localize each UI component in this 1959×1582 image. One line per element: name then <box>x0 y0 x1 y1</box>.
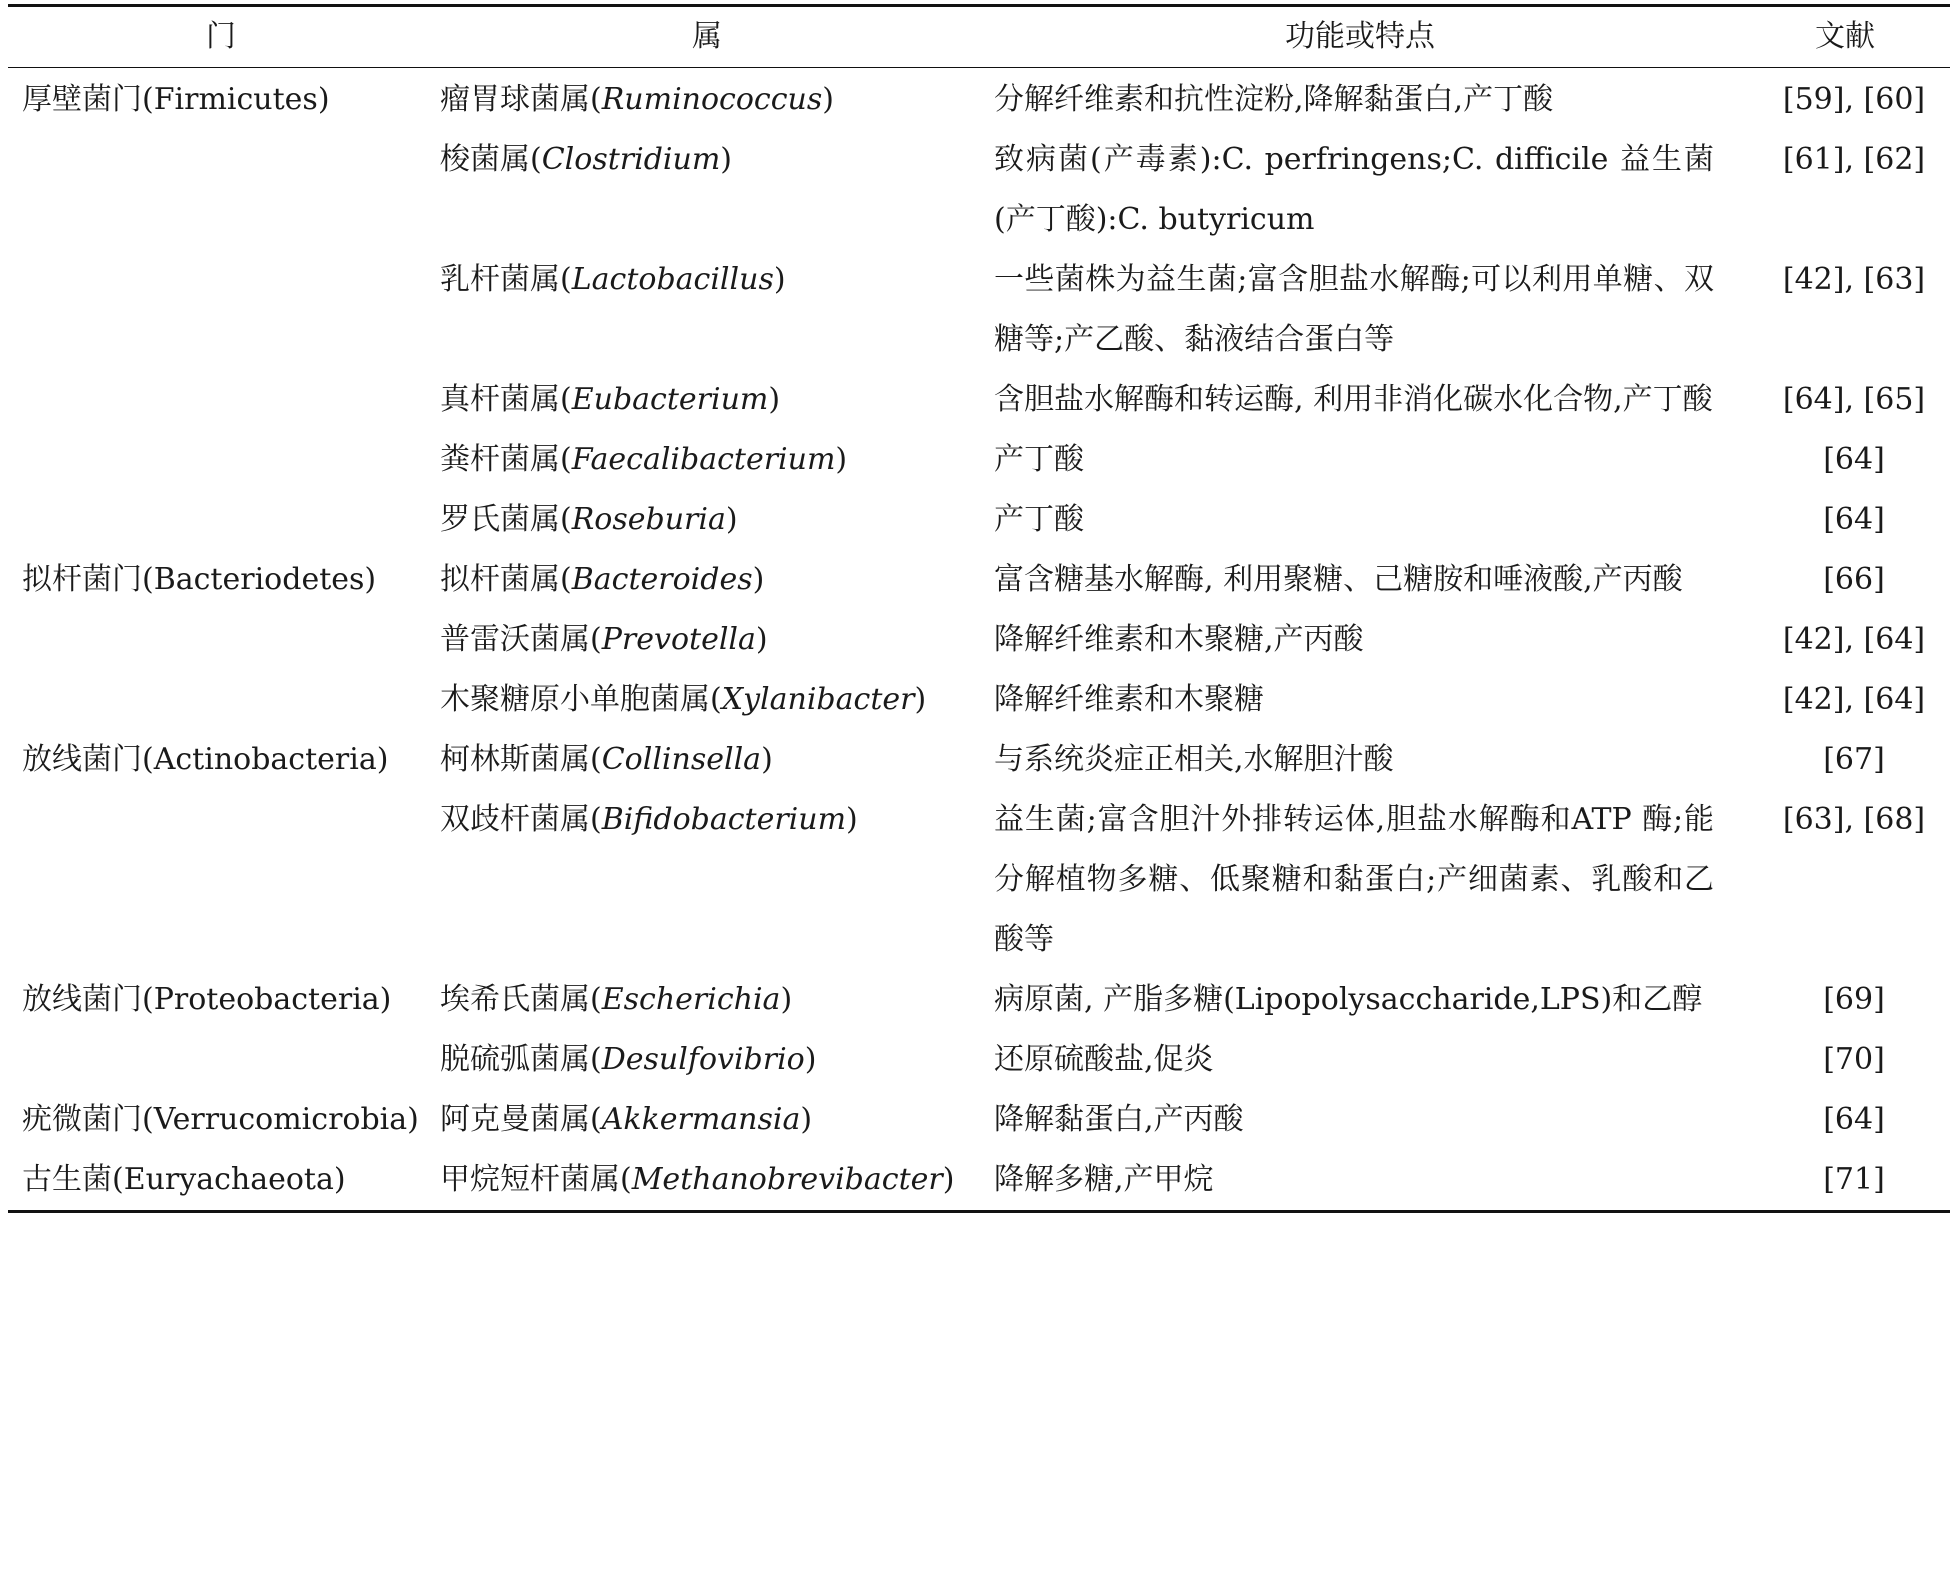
genus-closing-paren: ) <box>780 982 793 1017</box>
table-row <box>8 970 1950 1030</box>
cell-function: 致病菌(产毒素):C. perfringens;C. difficile 益生菌(产丁酸):C. butyricum <box>994 142 1714 237</box>
cell-function: 富含糖基水解酶, 利用聚糖、己糖胺和唾液酸,产丙酸 <box>994 562 1683 597</box>
table-row <box>8 610 1950 670</box>
cell-function: 病原菌, 产脂多糖(Lipopolysaccharide,LPS)和乙醇 <box>994 982 1703 1017</box>
cell-reference: [42], [64] <box>1782 682 1926 717</box>
genus-closing-paren: ) <box>846 802 858 837</box>
cell-function: 产丁酸 <box>994 502 1084 537</box>
table-row <box>8 1090 1950 1150</box>
cell-phylum: 拟杆菌门(Bacteriodetes) <box>22 562 377 597</box>
table-row <box>8 550 1950 610</box>
cell-phylum: 放线菌门(Proteobacteria) <box>22 982 392 1017</box>
genus-chinese-name: 真杆菌属( <box>440 382 572 417</box>
genus-latin-name: Methanobrevibacter <box>631 1162 943 1197</box>
genus-chinese-name: 柯林斯菌属( <box>440 742 602 777</box>
cell-genus <box>434 1090 980 1150</box>
header-function: 功能或特点 <box>1285 19 1435 54</box>
cell-reference: [64] <box>1823 502 1885 537</box>
cell-genus <box>434 1030 980 1090</box>
cell-genus <box>434 670 980 730</box>
genus-chinese-name: 普雷沃菌属( <box>440 622 602 657</box>
genus-latin-name: Eubacterium <box>571 382 769 417</box>
genus-chinese-name: 甲烷短杆菌属( <box>440 1162 632 1197</box>
cell-reference: [61], [62] <box>1782 142 1926 177</box>
table-row <box>8 490 1950 550</box>
cell-reference: [63], [68] <box>1782 802 1926 837</box>
cell-phylum: 疣微菌门(Verrucomicrobia) <box>22 1102 419 1137</box>
header-reference: 文献 <box>1815 19 1875 54</box>
cell-function: 一些菌株为益生菌;富含胆盐水解酶;可以利用单糖、双糖等;产乙酸、黏液结合蛋白等 <box>994 262 1714 357</box>
cell-phylum <box>8 1030 434 1090</box>
header-row <box>8 6 1950 68</box>
cell-reference: [42], [63] <box>1782 262 1926 297</box>
cell-reference: [64], [65] <box>1782 382 1926 417</box>
cell-function: 还原硫酸盐,促炎 <box>994 1042 1214 1077</box>
table-body <box>8 68 1950 1212</box>
genus-closing-paren: ) <box>725 502 738 537</box>
genus-latin-name: Ruminococcus <box>601 82 823 117</box>
cell-reference: [69] <box>1823 982 1885 1017</box>
genus-latin-name: Bifidobacterium <box>601 802 847 837</box>
header-genus: 属 <box>692 19 722 54</box>
cell-phylum <box>8 370 434 430</box>
cell-function: 降解纤维素和木聚糖,产丙酸 <box>994 622 1364 657</box>
genus-latin-name: Collinsella <box>601 742 762 777</box>
genus-closing-paren: ) <box>768 382 781 417</box>
cell-function: 分解纤维素和抗性淀粉,降解黏蛋白,产丁酸 <box>994 82 1554 117</box>
cell-reference: [66] <box>1823 562 1885 597</box>
genus-closing-paren: ) <box>720 142 733 177</box>
genus-closing-paren: ) <box>835 442 848 477</box>
cell-phylum <box>8 610 434 670</box>
cell-genus <box>434 610 980 670</box>
cell-reference: [59], [60] <box>1782 82 1926 117</box>
cell-genus <box>434 250 980 370</box>
cell-genus <box>434 370 980 430</box>
cell-genus <box>434 1150 980 1212</box>
cell-genus <box>434 550 980 610</box>
cell-reference: [71] <box>1823 1162 1885 1197</box>
cell-function: 降解纤维素和木聚糖 <box>994 682 1264 717</box>
table-row <box>8 130 1950 250</box>
table-row <box>8 68 1950 131</box>
cell-function: 降解多糖,产甲烷 <box>994 1162 1214 1197</box>
table-row <box>8 1030 1950 1090</box>
genus-chinese-name: 阿克曼菌属( <box>440 1102 602 1137</box>
table-row <box>8 250 1950 370</box>
genus-chinese-name: 木聚糖原小单胞菌属( <box>440 682 722 717</box>
genus-chinese-name: 梭菌属( <box>440 142 542 177</box>
cell-phylum <box>8 790 434 970</box>
table-row <box>8 730 1950 790</box>
genus-latin-name: Escherichia <box>601 982 781 1017</box>
cell-function: 含胆盐水解酶和转运酶, 利用非消化碳水化合物,产丁酸 <box>994 382 1713 417</box>
genus-closing-paren: ) <box>914 682 927 717</box>
genus-latin-name: Prevotella <box>601 622 756 657</box>
genus-chinese-name: 拟杆菌属( <box>440 562 572 597</box>
cell-function: 产丁酸 <box>994 442 1084 477</box>
header-phylum: 门 <box>206 19 236 54</box>
table-row <box>8 1150 1950 1212</box>
genus-chinese-name: 瘤胃球菌属( <box>440 82 602 117</box>
genus-closing-paren: ) <box>942 1162 955 1197</box>
cell-reference: [67] <box>1823 742 1885 777</box>
genus-latin-name: Bacteroides <box>571 562 753 597</box>
cell-genus <box>434 730 980 790</box>
genus-chinese-name: 双歧杆菌属( <box>440 802 602 837</box>
cell-reference: [64] <box>1823 1102 1885 1137</box>
cell-reference: [70] <box>1823 1042 1885 1077</box>
table-row <box>8 430 1950 490</box>
cell-function: 与系统炎症正相关,水解胆汁酸 <box>994 742 1394 777</box>
cell-function: 降解黏蛋白,产丙酸 <box>994 1102 1244 1137</box>
genus-latin-name: Faecalibacterium <box>571 442 836 477</box>
table-header <box>8 6 1950 68</box>
cell-genus <box>434 970 980 1030</box>
table-row <box>8 790 1950 970</box>
cell-phylum: 古生菌(Euryachaeota) <box>22 1162 346 1197</box>
cell-genus <box>434 130 980 250</box>
cell-phylum <box>8 670 434 730</box>
microbiota-table <box>8 4 1950 1213</box>
genus-latin-name: Xylanibacter <box>721 682 915 717</box>
cell-phylum: 厚壁菌门(Firmicutes) <box>22 82 330 117</box>
genus-closing-paren: ) <box>761 742 773 777</box>
genus-chinese-name: 罗氏菌属( <box>440 502 572 537</box>
genus-closing-paren: ) <box>800 1102 813 1137</box>
genus-chinese-name: 粪杆菌属( <box>440 442 572 477</box>
table-row <box>8 370 1950 430</box>
cell-phylum <box>8 250 434 370</box>
table-row <box>8 670 1950 730</box>
genus-latin-name: Roseburia <box>571 502 726 537</box>
cell-phylum <box>8 130 434 250</box>
genus-closing-paren: ) <box>804 1042 817 1077</box>
cell-genus <box>434 68 980 131</box>
cell-phylum <box>8 430 434 490</box>
genus-closing-paren: ) <box>752 562 765 597</box>
genus-chinese-name: 乳杆菌属( <box>440 262 572 297</box>
genus-chinese-name: 脱硫弧菌属( <box>440 1042 602 1077</box>
genus-closing-paren: ) <box>755 622 768 657</box>
cell-genus <box>434 790 980 970</box>
genus-latin-name: Clostridium <box>541 142 721 177</box>
genus-latin-name: Desulfovibrio <box>601 1042 805 1077</box>
cell-genus <box>434 490 980 550</box>
genus-closing-paren: ) <box>773 262 786 297</box>
cell-reference: [64] <box>1823 442 1885 477</box>
microbiota-table-container <box>8 4 1950 1213</box>
cell-phylum: 放线菌门(Actinobacteria) <box>22 742 389 777</box>
genus-latin-name: Akkermansia <box>601 1102 801 1137</box>
genus-chinese-name: 埃希氏菌属( <box>440 982 602 1017</box>
cell-reference: [42], [64] <box>1782 622 1926 657</box>
cell-phylum <box>8 490 434 550</box>
cell-genus <box>434 430 980 490</box>
genus-latin-name: Lactobacillus <box>571 262 774 297</box>
genus-closing-paren: ) <box>822 82 834 117</box>
cell-function: 益生菌;富含胆汁外排转运体,胆盐水解酶和ATP 酶;能分解植物多糖、低聚糖和黏蛋白;产细菌素、乳酸和乙酸等 <box>994 802 1714 957</box>
